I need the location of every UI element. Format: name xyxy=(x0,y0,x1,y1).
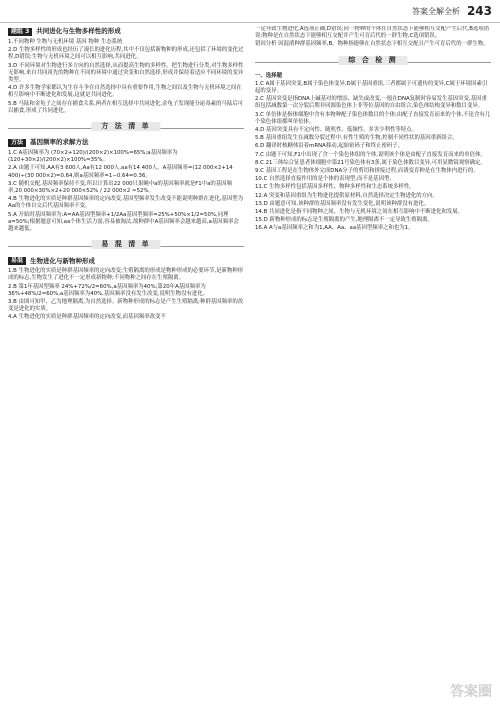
confusion-line: 4.A 生物进化的实质是种群基因频率的定向改变,而基因频率改变不 xyxy=(8,314,166,321)
method-title: 基因频率的求解方法 xyxy=(30,138,89,147)
answer-line: 1.C A属于基因突变,B属于染色体变异,D属于基因重组,三者都属于可遗传的变异,C属于环境因素引起的变异。 xyxy=(255,80,488,95)
confusion-line: 3.B 由图可知甲、乙为地理隔离,为自然选择。新物种形成的标志是产生生殖隔离;种群基因频率的改变是进化的实质。 xyxy=(8,299,244,313)
topic3-heading xyxy=(8,28,244,36)
answer-line: 2.C 基因突变是指DNA上碱基对的增添、缺失或改变,一般在DNA复制时容易发生基因突变,基因重组包括减数第一次分裂后期非同源染色体上非等位基因的自由组合,染色体结构变异和数目变异。 xyxy=(255,96,487,110)
watermark: 答案圈 xyxy=(450,684,492,700)
topic3-title: 共同进化与生物多样性的形成 xyxy=(36,27,121,36)
topic3-line: 4.D 许多生物学家都认为生存斗争在自然选择中具有重要作用,生物之间以及生物与无机环境之间在相互影响中不断进化和发展,这就是共同进化。 xyxy=(8,85,242,99)
left-column xyxy=(8,26,244,702)
answer-line: 13.D 由题意可知,该种群的基因频率没有发生变化,说明该种群没有进化。 xyxy=(255,200,430,207)
answer-line: 8.C 21三体综合征患者体细胞中第21号染色体有3条,属于染色体数目变异,可用显微镜观察确定。 xyxy=(255,159,486,166)
right-top-line: 一定导致生物进化,A选项正确,D错误;同一物种的个体在自然状态下能够相互交配产生后代,B选项错误;物种是在自然状态下能够相互交配并产生可育后代的一群生物,C选项错误。 xyxy=(255,26,490,40)
topic3-line: 5.B 马陆和金龟子之间存在捕食关系,两者在相互选择中共同进化,金龟子发现能分泌毒素的马陆后可以捕食,形成了共同进化。 xyxy=(8,100,243,114)
comprehensive-section-title: 综 合 检 测 xyxy=(338,56,407,65)
answer-line: 10.C 自然选择直接作用的是个体的表现型,而不是基因型。 xyxy=(255,176,395,183)
page-number: 243 xyxy=(466,4,492,18)
confusion-line: 1.B 生物进化的实质是种群基因频率的定向改变;生殖隔离的形成是物种形成的必要环节,是新物种形成的标志,生物发生了进化不一定形成新物种;不同物种之间存在生殖隔离。 xyxy=(8,268,244,282)
answer-line: 6.D 翻译时核糖体沿着mRNA移动,起始密码子和终止密码子。 xyxy=(255,143,404,150)
confusion-heading xyxy=(8,257,244,265)
method-heading xyxy=(8,139,244,147)
confusion-section-header xyxy=(8,239,244,253)
method-line: 3.C 随机交配,基因频率保持不变,所以计算出22 000只果蝇中a的基因频率就是F1中a的基因频率,20 000×30%×2+20 000×52% / 22 000×2 ≈52%。 xyxy=(8,180,232,195)
confusion-section-title: 易 混 清 单 xyxy=(91,240,160,249)
topic3-tag: 题组 3 xyxy=(8,28,32,36)
right-column xyxy=(255,26,491,702)
comprehensive-section-header xyxy=(255,55,491,69)
answer-line: 15.D 新物种形成的标志是生殖隔离的产生,地理隔离不一定导致生殖隔离。 xyxy=(255,217,433,224)
answer-line: 9.C 基因工程是在生物体外完成DNA分子的剪切和拼接过程,而诱变育种是在生物体内进行的。 xyxy=(255,168,479,175)
answer-line: 5.B 基因重组发生在减数分裂过程中,有性生殖的生物,控制不同性状的基因重新组合。 xyxy=(255,135,458,142)
topic3-line: 2.D 生物多样性的形成也经历了漫长的进化历程,其中不仅包括新物种的形成,还包括了环境的变化过程,D错误;生物与无机环境之间可以相互影响,共同进化。 xyxy=(8,47,244,61)
method-section-header xyxy=(8,121,244,135)
answer-line: 12.A 突变和基因重组为生物进化提供原材料,自然选择决定生物进化的方向。 xyxy=(255,192,438,199)
method-section-title: 方 法 清 单 xyxy=(91,122,160,131)
answer-line: 14.B 共同进化是指不同物种之间、生物与无机环境之间在相互影响中不断进化和发展。 xyxy=(255,209,464,216)
right-top-line: 错因分析 因混淆种群基因频率,B。物种指能够在自然状态下相互交配且产生可育后代的一群生物。 xyxy=(255,41,489,48)
method-line: 1.C A基因频率为 (70×2+120)/(200×2)×100%=65%;a基因频率为 (120+30×2)/(200×2)×100%=35%。 xyxy=(8,150,178,164)
header-label: 答案全解全析 xyxy=(412,7,460,16)
answer-line: 7.C 由题干可知,F1中出现了含一个染色体组的个体,说明该个体是由配子直接发育而来的单倍体。 xyxy=(255,151,486,158)
answer-line: 3.C 单倍体是指体细胞中含有本物种配子染色体数目的个体;由配子直接发育而来的个体,不论含有几个染色体组都叫单倍体。 xyxy=(255,111,491,125)
topic3-line: 1.不同物种 生物与无机环境 基因 物种 生态系统 xyxy=(8,39,123,45)
answer-line: 11.C 生物多样性包括基因多样性、物种多样性和生态系统多样性。 xyxy=(255,184,415,191)
method-tag: 方法 xyxy=(8,139,26,147)
topic3-line: 3.D 不同环境对生物进行多方向的自然选择,从而提高生物的多样性。把生物进行分类,对生物多样性无影响,来自共同祖先的物种在不同的环境中通过突变和自然选择,形成并保持着适应不同环境的变异类型。 xyxy=(8,62,244,84)
method-line: 5.A 开始时基因频率为:A=AA基因型频率+1/2Aa基因型频率=25%+50%×1/2=50%,同理a=50%;根据题意可知,aa个体生活力弱,容易被淘汰,故种群中A基因频率会越来越高,a基因频率会越来越低。 xyxy=(8,211,239,233)
method-line: 2.A 由题干可知,AA有3 600人,Aa有12 000人,aa有14 400人。A基因频率=(12 000×2+14 400)÷(30 000×2)=0.64,则a基因频率=1−0.64=0.36。 xyxy=(8,165,233,179)
confusion-tag: 易混 xyxy=(8,257,26,265)
confusion-line: 2.B 第1年基因型频率 24%+72%/2=60%,a基因频率为40%;第20年A基因频率为 36%+48%/2=60%,a基因频率为40%,基因频率没有发生改变,说明生物没有进化。 xyxy=(8,283,209,297)
part-heading: 一、选择题 xyxy=(255,72,282,79)
page-header xyxy=(0,0,500,23)
method-line: 4.B 生物进化的实质是种群基因频率的定向改变,基因型频率发生改变不能说明种群在进化,基因型为Aa的个体自交后代基因频率不变。 xyxy=(8,196,243,210)
answer-line: 4.D 基因突变具有不定向性、随机性、低频性、多害少利性等特点。 xyxy=(255,127,417,134)
confusion-title: 生物进化与新物种形成 xyxy=(30,256,96,265)
answer-line: 16.A A与a基因频率之和为1,AA、Aa、aa基因型频率之和也为1。 xyxy=(255,225,414,232)
